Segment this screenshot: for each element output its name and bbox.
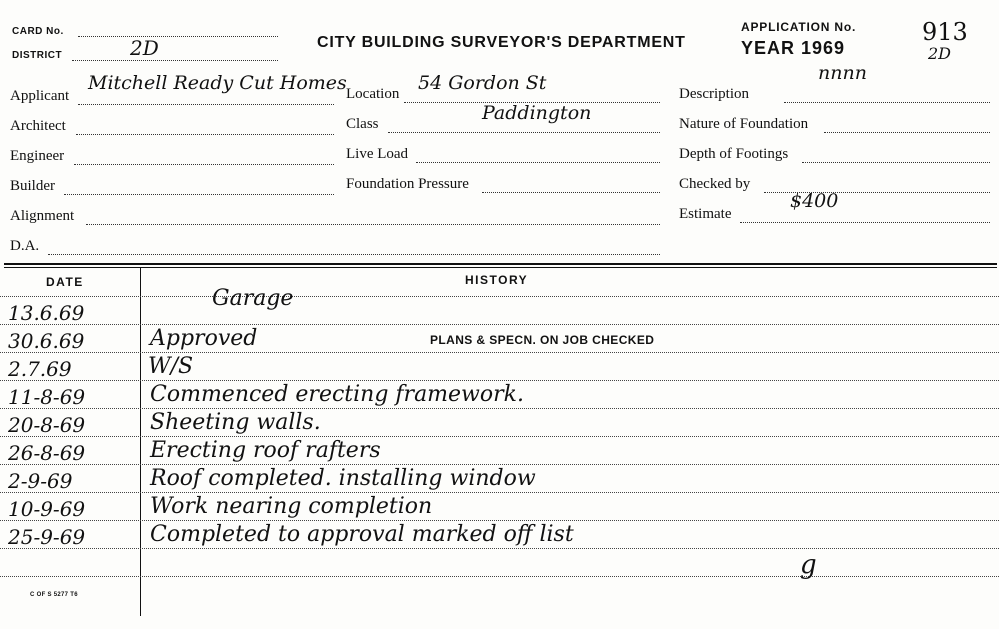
history-date: 11-8-69 [8, 385, 86, 409]
description-label: Description [679, 86, 749, 102]
applicant-label: Applicant [10, 88, 70, 104]
history-entry: Work nearing completion [150, 494, 433, 519]
alignment-line [86, 224, 660, 225]
alignment-label: Alignment [10, 208, 75, 224]
engineer-line [74, 164, 334, 165]
district-value: 2D [130, 36, 159, 60]
history-rule [0, 492, 999, 493]
history-rule [0, 408, 999, 409]
card-no-label: CARD No. [12, 26, 64, 37]
history-rule [0, 296, 999, 297]
foundation-pressure-line [482, 192, 660, 193]
class-value: Paddington [482, 102, 592, 124]
inspector-initial: g [800, 550, 817, 580]
history-date: 26-8-69 [8, 441, 86, 465]
depth-of-footings-line [802, 162, 990, 163]
history-entry: Approved [150, 326, 258, 351]
date-header: DATE [46, 275, 84, 289]
history-rule [0, 464, 999, 465]
history-header: HISTORY [465, 273, 529, 287]
history-date: 13.6.69 [8, 301, 85, 325]
nature-of-foundation-label: Nature of Foundation [679, 116, 809, 132]
foundation-pressure-label: Foundation Pressure [346, 176, 469, 192]
live-load-label: Live Load [346, 146, 409, 162]
history-entry: Erecting roof rafters [150, 438, 381, 463]
class-label: Class [346, 116, 379, 132]
applicant-value: Mitchell Ready Cut Homes [88, 72, 347, 94]
history-date: 25-9-69 [8, 525, 86, 549]
history-rule [0, 576, 999, 577]
description-line [784, 102, 990, 103]
location-label: Location [346, 86, 400, 102]
history-entry: Garage [212, 286, 294, 311]
estimate-label: Estimate [679, 206, 732, 222]
da-label: D.A. [10, 238, 40, 254]
history-entry: Roof completed. installing window [150, 466, 536, 491]
checked-by-label: Checked by [679, 176, 751, 192]
depth-of-footings-label: Depth of Footings [679, 146, 789, 162]
history-rule [0, 520, 999, 521]
history-rule [0, 352, 999, 353]
da-line [48, 254, 660, 255]
year-label: YEAR 1969 [741, 38, 846, 58]
application-no-label: APPLICATION No. [741, 20, 857, 34]
history-rule [0, 324, 999, 325]
builder-line [64, 194, 334, 195]
department-title: CITY BUILDING SURVEYOR'S DEPARTMENT [317, 34, 686, 51]
history-entry: Completed to approval marked off list [150, 522, 574, 547]
district-line [72, 60, 278, 61]
history-entry: W/S [148, 354, 194, 379]
history-rule [0, 380, 999, 381]
card-no-line [78, 36, 278, 37]
application-number: 913 [922, 18, 968, 46]
engineer-label: Engineer [10, 148, 65, 164]
architect-line [76, 134, 334, 135]
history-rule [0, 548, 999, 549]
district-label: DISTRICT [12, 50, 63, 61]
estimate-line [740, 222, 990, 223]
live-load-line [416, 162, 660, 163]
builder-label: Builder [10, 178, 55, 194]
applicant-line [78, 104, 334, 105]
class-line [388, 132, 660, 133]
nature-of-foundation-line [824, 132, 990, 133]
date-column-divider [140, 268, 141, 616]
history-date: 2-9-69 [8, 469, 73, 493]
history-entry: Sheeting walls. [150, 410, 321, 435]
estimate-value: $400 [790, 190, 839, 212]
history-top-rule [4, 263, 997, 265]
history-date: 10-9-69 [8, 497, 86, 521]
history-date: 2.7.69 [8, 357, 72, 381]
application-suffix: 2D [928, 44, 952, 63]
history-top-rule-inner [4, 267, 997, 268]
form-code: C OF S 5277 T6 [30, 592, 78, 598]
location-value: 54 Gordon St [418, 72, 547, 94]
architect-label: Architect [10, 118, 66, 134]
plans-checked-stamp: PLANS & SPECN. ON JOB CHECKED [430, 333, 655, 347]
history-date: 20-8-69 [8, 413, 86, 437]
description-value: nnnn [818, 62, 867, 84]
history-rule [0, 436, 999, 437]
history-date: 30.6.69 [8, 329, 85, 353]
history-entry: Commenced erecting framework. [150, 382, 524, 407]
